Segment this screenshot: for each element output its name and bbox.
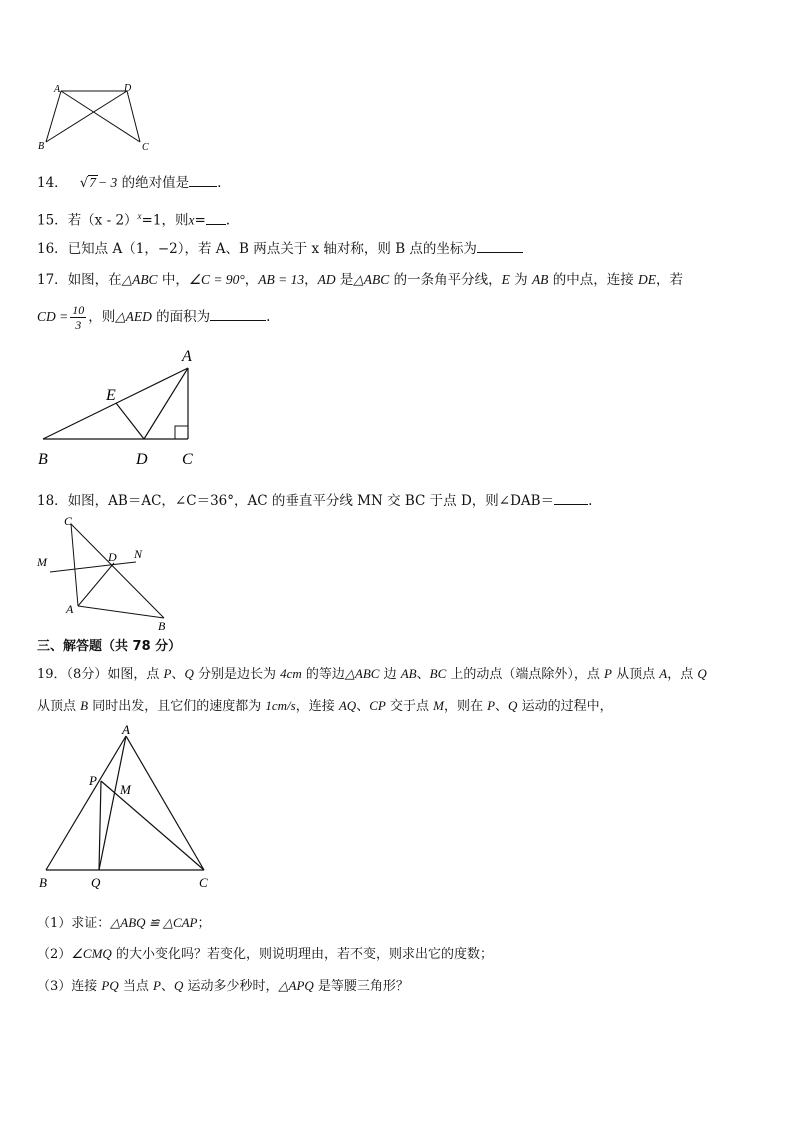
label-A: A xyxy=(54,84,61,95)
label-E: E xyxy=(106,387,116,404)
question-17: 17．如图，在△ABC 中，∠C = 90°，AB = 13，AD 是△ABC 的一条角平分线，E 为 AB 的中点，连接 DE，若 xyxy=(37,272,684,288)
label-B: B xyxy=(158,619,166,633)
fraction-10-3: $\frac{10}{3}$ xyxy=(72,303,85,332)
label-Q: Q xyxy=(91,875,101,890)
label-C: C xyxy=(64,514,73,528)
question-19-part-2: （2）∠CMQ 的大小变化吗？若变化，则说明理由，若不变，则求出它的度数； xyxy=(37,946,493,962)
label-A: A xyxy=(182,348,192,365)
label-B: B xyxy=(39,875,47,890)
question-16: 16．已知点 A（1，−2），若 A、B 两点关于 x 轴对称，则 B 点的坐标为 xyxy=(37,238,523,258)
figure-q19 xyxy=(36,724,221,894)
question-19-line2: 从顶点 B 同时出发，且它们的速度都为 1cm/s，连接 AQ、CP 交于点 M，则在 P、Q 运动的过程中， xyxy=(37,698,613,714)
question-19-part-1: （1）求证：△ABQ ≌ △CAP； xyxy=(37,915,211,931)
question-19-part-3: （3）连接 PQ 当点 P、Q 运动多少秒时，△APQ 是等腰三角形？ xyxy=(37,978,409,994)
label-D: D xyxy=(108,550,117,564)
label-D: D xyxy=(124,83,132,94)
question-17-line2: CD = $\frac{10}{3}$ ，则△AED 的面积为 . xyxy=(37,300,270,332)
answer-blank-14[interactable] xyxy=(189,172,217,187)
question-19: 19．（8分）如图，点 P、Q 分别是边长为 4cm 的等边△ABC 边 AB、BC 上的动点（端点除外），点 P 从顶点 A，点 Q xyxy=(37,666,707,682)
label-B: B xyxy=(38,141,45,152)
figure-q18 xyxy=(36,510,176,636)
question-14: 14． √7 − 3 的绝对值是 . xyxy=(37,172,221,192)
label-C: C xyxy=(199,875,208,890)
answer-blank-15[interactable] xyxy=(206,210,226,225)
label-A: A xyxy=(122,722,130,737)
label-P: P xyxy=(89,773,97,788)
label-D: D xyxy=(136,451,148,468)
section-title: 三、解答题（共 78 分） xyxy=(37,639,182,654)
label-B: B xyxy=(38,451,48,468)
label-C: C xyxy=(182,451,193,468)
label-N: N xyxy=(134,547,143,561)
label-M: M xyxy=(120,782,131,797)
label-M: M xyxy=(37,555,47,569)
figure-q13 xyxy=(36,82,156,154)
figure-q17 xyxy=(36,346,211,468)
question-18: 18．如图，AB＝AC，∠C＝36°，AC 的垂直平分线 MN 交 BC 于点 D，则∠DAB＝ . xyxy=(37,490,592,510)
label-A: A xyxy=(66,602,74,616)
answer-blank-17[interactable] xyxy=(210,300,266,321)
label-C: C xyxy=(142,142,149,153)
question-15: 15．若（x - 2）$^x$=1，则x= . xyxy=(37,211,231,229)
answer-blank-18[interactable] xyxy=(554,490,588,505)
answer-blank-16[interactable] xyxy=(477,238,523,253)
